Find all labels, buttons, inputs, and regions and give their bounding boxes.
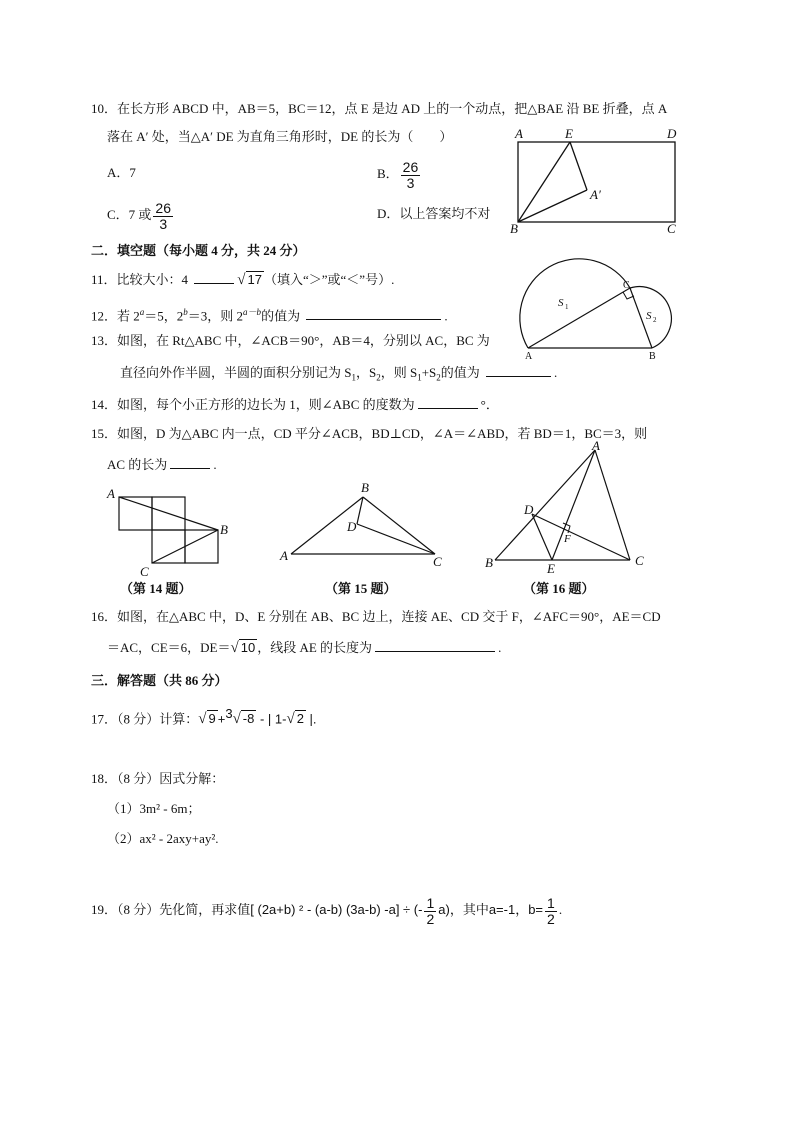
q14-figure [105,485,235,580]
q18-title: 18．（8 分）因式分解： [91,771,225,786]
q16-line1: 16．如图，在△ABC 中，D、E 分别在 AB、BC 边上，连接 AE、CD 交于 F，∠AFC＝90°，AE＝CD [91,609,661,624]
q17: 17．（8 分）计算：√ 9 +$^3$√ -8 - | 1-√ 2 |. [91,706,317,728]
q16-label-e: E [547,561,555,576]
q16-label-c: C [635,553,644,568]
q13-label-s2-sub: 2 [653,316,657,324]
q13-figure [518,262,698,362]
q10-figure [505,125,695,240]
q10-line2: 落在 A′ 处，当△A′ DE 为直角三角形时，DE 的长为（ ） [107,129,453,144]
q10-label-a: A [515,126,523,141]
q10-line1: 10．在长方形 ABCD 中，AB＝5，BC＝12，点 E 是边 AD 上的一个动点，把△BAE 沿 BE 折叠，点 A [91,101,668,116]
q10-option-c: C．7 或 $\frac{26}{3}$ [107,199,171,232]
q10-label-d: D [667,126,677,141]
q15-line2: AC 的长为 . [107,457,217,472]
q15-label-b: B [361,480,369,495]
q10-label-b: B [510,221,518,236]
q16-figure [480,440,650,575]
q10-label-a-prime: A′ [590,187,601,202]
q14-label-b: B [220,522,228,537]
q14: 14．如图，每个小正方形的边长为 1，则∠ABC 的度数为 °． [91,397,499,412]
q13-line2: 直径向外作半圆，半圆的面积分别记为 $S_1$，$S_2$，则 $S_1+S_2$的值为 . [120,365,558,383]
q19: 19．（8 分）先化简，再求值[ (2a+b) ² - (a-b) (3a-b) -a] ÷ (- $\frac{1}{2}$ a)，其中a=-1，b= $\frac{1}{2}$ . [91,894,563,927]
section3-heading: 三．解答题（共 86 分） [91,673,228,688]
q14-label-c: C [140,564,149,579]
q15-figure [275,478,450,573]
q15-line1: 15．如图，D 为△ABC 内一点，CD 平分∠ACB，BD⊥CD，∠A＝∠ABD，若 BD＝1，BC＝3，则 [91,426,648,441]
q13-label-a: A [525,351,533,362]
q14-caption: （第 14 题） [120,581,192,596]
q10-option-a: A．7 [107,165,136,180]
q15-label-a: A [280,548,288,563]
q10-label-c: C [667,221,676,236]
q16-line2: ＝AC，CE＝6，DE＝√ 10 ，线段 AE 的长度为 . [107,640,502,656]
q10-option-b: B． $\frac{26}{3}$ [377,158,419,191]
q11: 11．比较大小：4 √ 17 （填入“＞”或“＜”号）. [91,272,395,288]
q12: 12．若 $2^a=5$，$2^b=3$，则 $2^{a-b}$的值为 . [91,307,448,324]
q16-label-a: A [592,438,600,453]
q13-line1: 13．如图，在 Rt△ABC 中，∠ACB＝90°，AB＝4，分别以 AC，BC 为 [91,333,490,348]
q13-label-b: B [649,351,656,362]
q16-caption: （第 16 题） [523,581,595,596]
q13-label-s1-sub: 1 [565,303,569,311]
q18-part1: （1）3m² - 6m； [107,801,201,816]
q13-label-s2: S [646,310,652,322]
q18-part2: （2）ax² - 2axy+ay². [107,831,219,846]
q15-caption: （第 15 题） [325,581,397,596]
q16-label-d: D [524,502,534,517]
q14-label-a: A [107,486,115,501]
q16-label-b: B [485,555,493,570]
q16-label-f: F [564,533,571,545]
q10-option-d: D．以上答案均不对 [377,206,491,221]
q15-label-c: C [433,554,442,569]
q15-label-d: D [347,519,357,534]
q13-label-c: C [623,280,630,291]
section2-heading: 二．填空题（每小题 4 分，共 24 分） [91,243,306,258]
q13-label-s1: S [558,297,564,309]
q10-label-e: E [565,126,573,141]
